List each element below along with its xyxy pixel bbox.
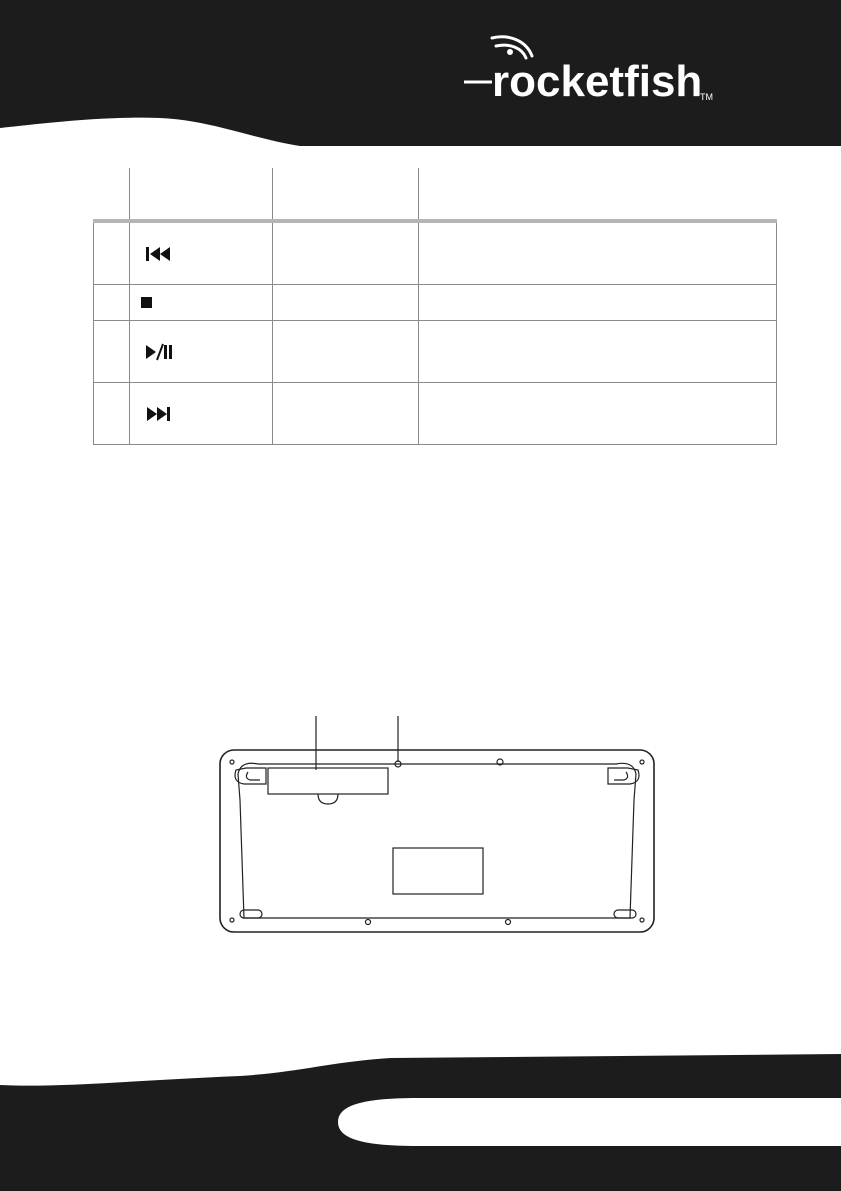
trademark-mark: TM bbox=[700, 92, 713, 102]
media-key-table bbox=[93, 168, 777, 445]
keyboard-bottom-illustration bbox=[218, 712, 656, 934]
table-row bbox=[94, 221, 777, 285]
next-track-icon bbox=[136, 404, 172, 424]
table-header-row bbox=[94, 168, 777, 221]
header-cell-name bbox=[272, 168, 418, 221]
header-cell-description bbox=[418, 168, 777, 221]
table-row bbox=[94, 321, 777, 383]
rocketfish-logo bbox=[462, 34, 722, 114]
footer-page-tab bbox=[338, 1098, 841, 1146]
logo-wordmark: rocketfish bbox=[492, 57, 703, 106]
play-pause-icon bbox=[136, 342, 176, 362]
table-row bbox=[94, 285, 777, 321]
header-cell-key bbox=[129, 168, 272, 221]
previous-track-icon bbox=[136, 244, 172, 264]
stop-icon bbox=[136, 293, 172, 313]
header-cell-number bbox=[94, 168, 130, 221]
table-row bbox=[94, 383, 777, 445]
